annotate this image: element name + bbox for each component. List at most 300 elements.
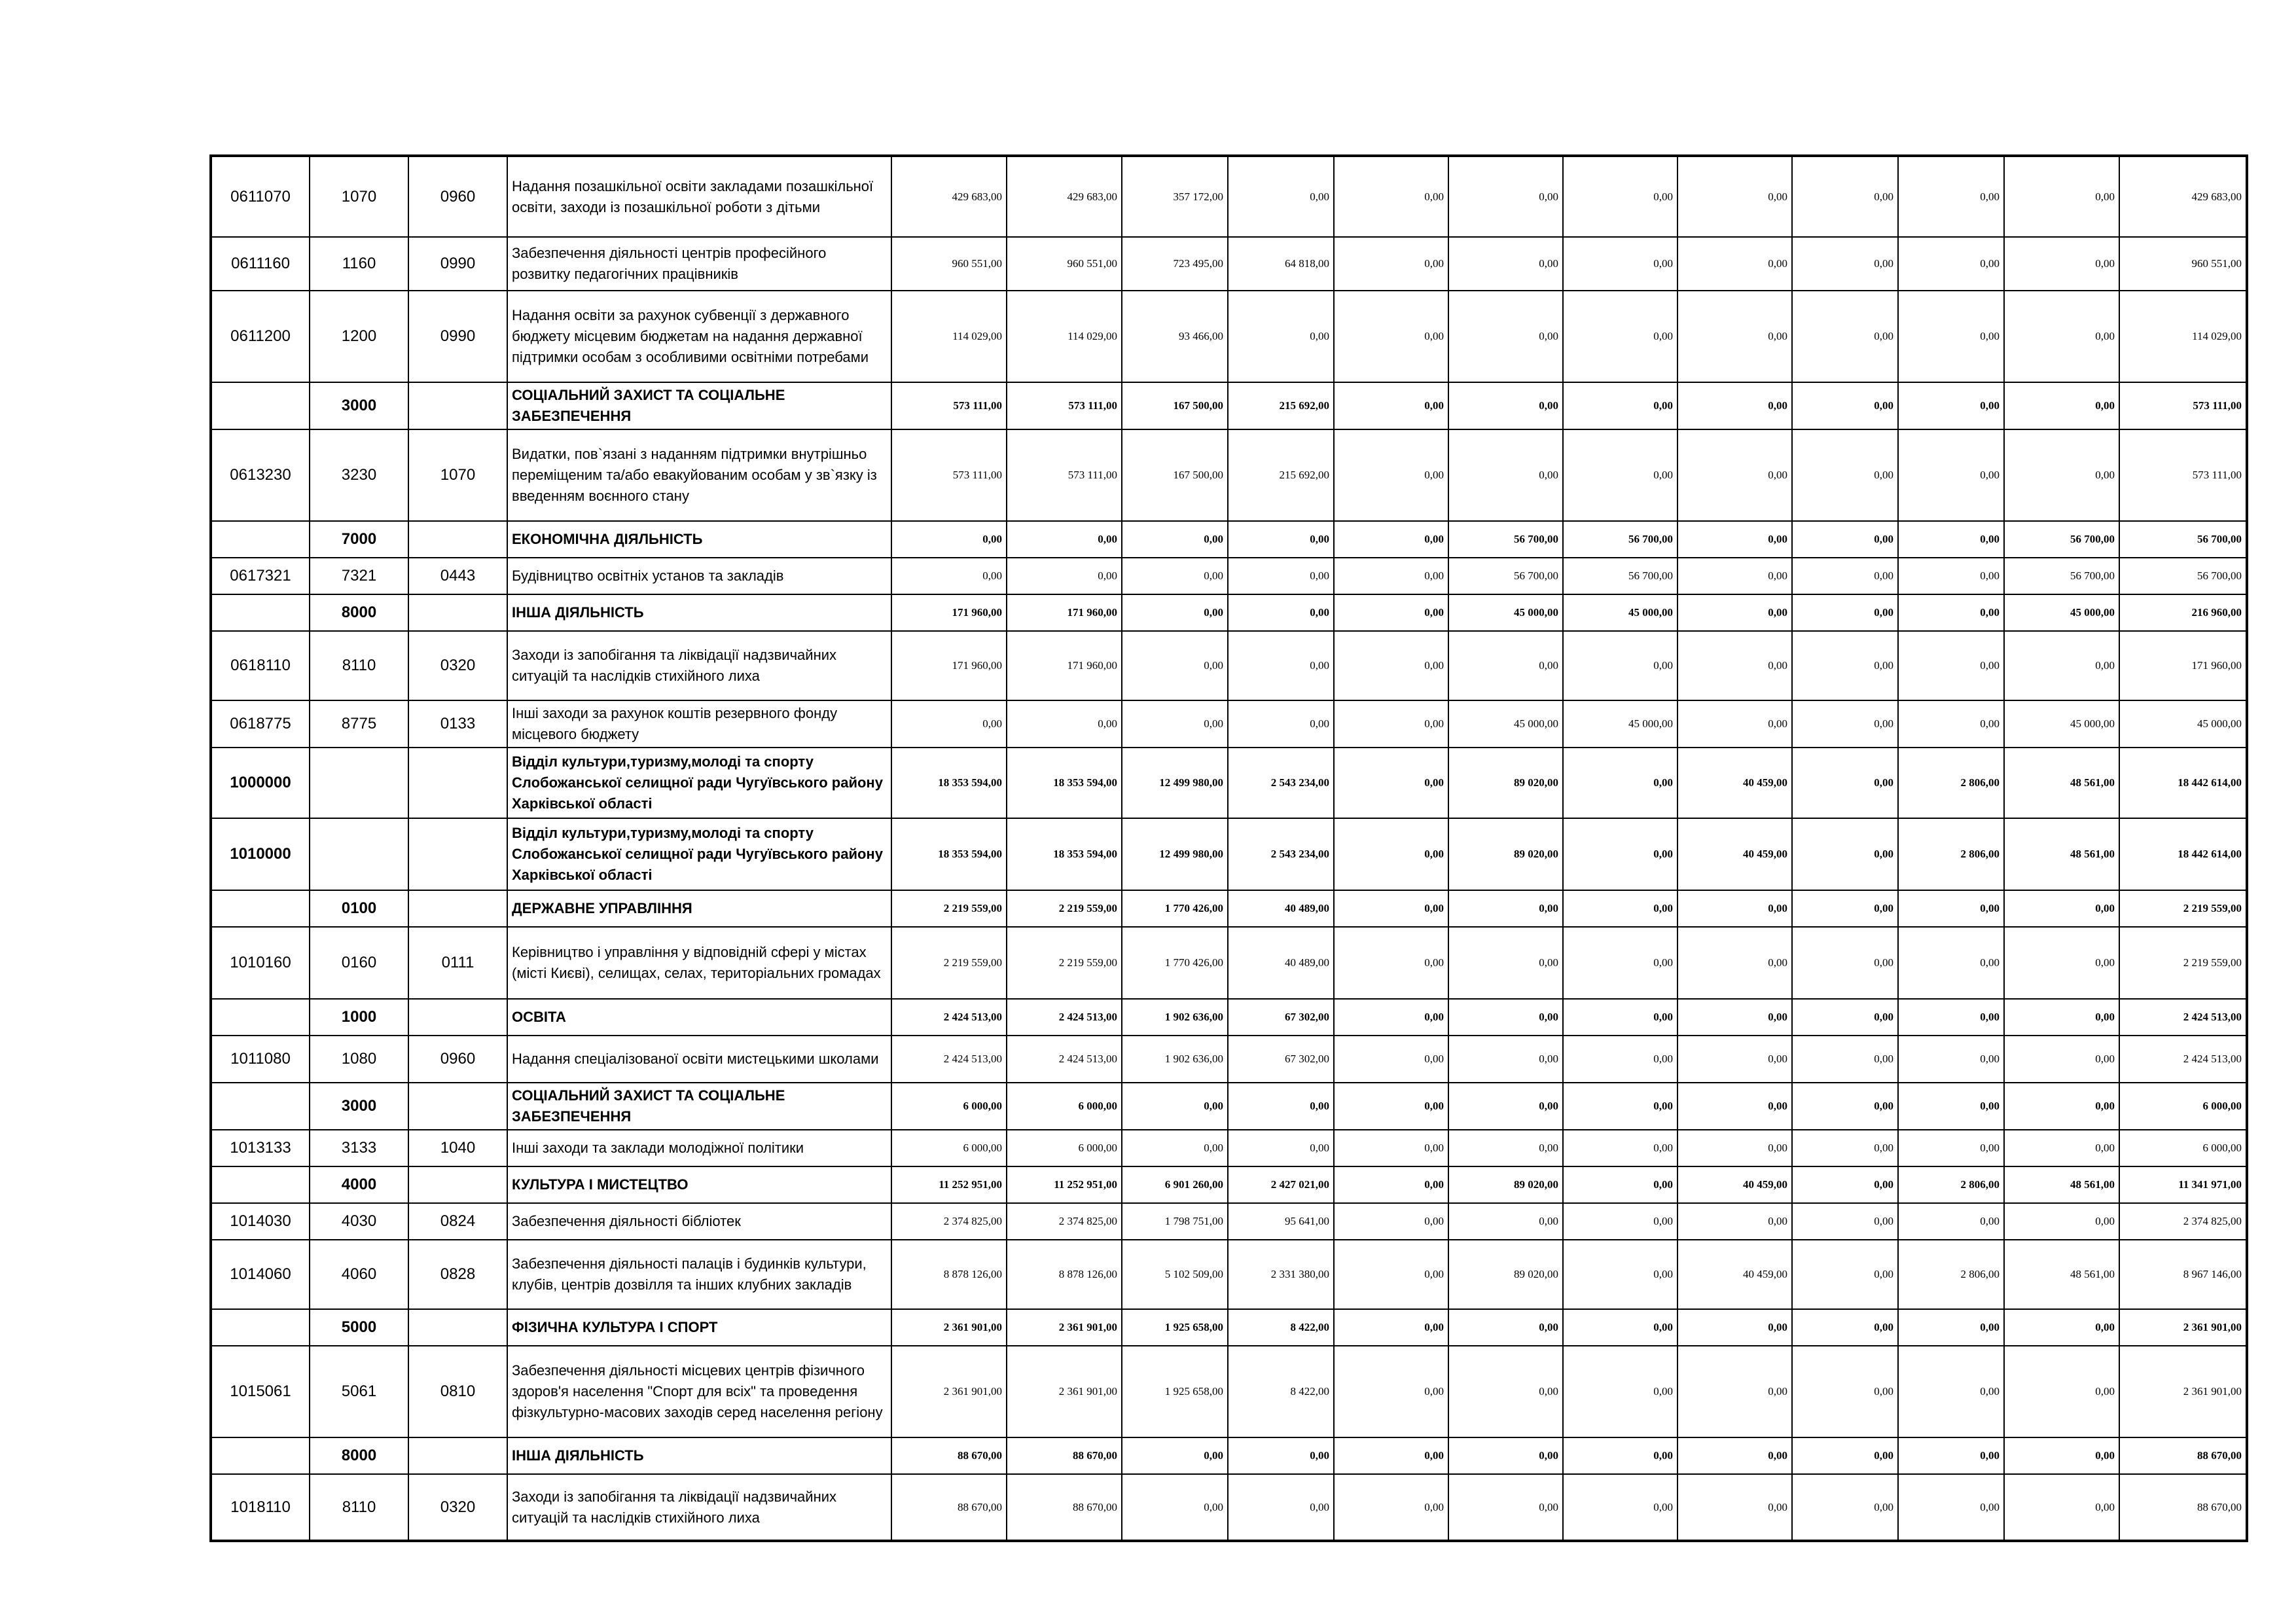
amount-cell: 40 489,00: [1228, 927, 1334, 999]
amount-cell: 45 000,00: [2119, 700, 2247, 748]
kpk-code-cell: 1080: [310, 1036, 408, 1083]
amount-cell: 45 000,00: [1448, 594, 1563, 631]
amount-cell: 0,00: [1448, 156, 1563, 237]
amount-cell: 0,00: [2004, 631, 2119, 700]
name-cell: Відділ культури,туризму,молоді та спорту Слобожанської селищної ради Чугуївського району Харківської області: [507, 818, 891, 890]
amount-cell: 1 770 426,00: [1122, 890, 1228, 927]
program-code-cell: 0611200: [211, 291, 310, 382]
amount-cell: 0,00: [891, 521, 1007, 558]
amount-cell: 0,00: [1898, 429, 2004, 521]
name-cell: Інші заходи за рахунок коштів резервного фонду місцевого бюджету: [507, 700, 891, 748]
amount-cell: 0,00: [1677, 429, 1792, 521]
amount-cell: 1 925 658,00: [1122, 1309, 1228, 1346]
amount-cell: 2 424 513,00: [891, 1036, 1007, 1083]
amount-cell: 89 020,00: [1448, 818, 1563, 890]
name-cell: Надання позашкільної освіти закладами позашкільної освіти, заходи із позашкільної роботи з дітьми: [507, 156, 891, 237]
amount-cell: 0,00: [1792, 429, 1898, 521]
amount-cell: 0,00: [1563, 156, 1677, 237]
program-code-cell: 1015061: [211, 1346, 310, 1437]
amount-cell: 0,00: [1898, 156, 2004, 237]
function-code-cell: 0960: [408, 156, 507, 237]
amount-cell: 0,00: [1677, 237, 1792, 291]
table-row-section: [211, 1083, 2247, 1130]
program-code-cell: [211, 1437, 310, 1474]
amount-cell: 216 960,00: [2119, 594, 2247, 631]
amount-cell: 0,00: [1563, 1166, 1677, 1203]
table-row: [211, 558, 2247, 594]
amount-cell: 0,00: [1448, 1346, 1563, 1437]
amount-cell: 88 670,00: [891, 1474, 1007, 1541]
amount-cell: 0,00: [1448, 1083, 1563, 1130]
name-cell: ІНША ДІЯЛЬНІСТЬ: [507, 1437, 891, 1474]
amount-cell: 0,00: [1898, 1309, 2004, 1346]
amount-cell: 0,00: [2004, 1203, 2119, 1240]
amount-cell: 2 361 901,00: [891, 1309, 1007, 1346]
kpk-code-cell: 1160: [310, 237, 408, 291]
program-code-cell: 0613230: [211, 429, 310, 521]
amount-cell: 0,00: [1677, 1437, 1792, 1474]
function-code-cell: 0320: [408, 631, 507, 700]
amount-cell: 0,00: [1792, 700, 1898, 748]
program-code-cell: 1014030: [211, 1203, 310, 1240]
amount-cell: 0,00: [1334, 156, 1448, 237]
amount-cell: 573 111,00: [2119, 429, 2247, 521]
table-row: [211, 631, 2247, 700]
amount-cell: 0,00: [1334, 558, 1448, 594]
program-code-cell: [211, 1166, 310, 1203]
amount-cell: 45 000,00: [1563, 594, 1677, 631]
amount-cell: 18 442 614,00: [2119, 748, 2247, 818]
amount-cell: 1 770 426,00: [1122, 927, 1228, 999]
amount-cell: 0,00: [1334, 999, 1448, 1036]
amount-cell: 0,00: [1563, 999, 1677, 1036]
amount-cell: 0,00: [1122, 1130, 1228, 1166]
name-cell: СОЦІАЛЬНИЙ ЗАХИСТ ТА СОЦІАЛЬНЕ ЗАБЕЗПЕЧЕННЯ: [507, 1083, 891, 1130]
amount-cell: 0,00: [1563, 1474, 1677, 1541]
amount-cell: 56 700,00: [1563, 521, 1677, 558]
amount-cell: 0,00: [1792, 748, 1898, 818]
program-code-cell: 1014060: [211, 1240, 310, 1309]
amount-cell: 8 878 126,00: [891, 1240, 1007, 1309]
amount-cell: 0,00: [1898, 999, 2004, 1036]
amount-cell: 0,00: [1898, 631, 2004, 700]
amount-cell: 56 700,00: [2119, 521, 2247, 558]
program-code-cell: 0618110: [211, 631, 310, 700]
amount-cell: 0,00: [1228, 1130, 1334, 1166]
amount-cell: 0,00: [1448, 1203, 1563, 1240]
amount-cell: 0,00: [1563, 1240, 1677, 1309]
amount-cell: 0,00: [1122, 594, 1228, 631]
kpk-code-cell: 4030: [310, 1203, 408, 1240]
amount-cell: 2 424 513,00: [2119, 1036, 2247, 1083]
amount-cell: 0,00: [1448, 1130, 1563, 1166]
table-row: [211, 237, 2247, 291]
amount-cell: 89 020,00: [1448, 748, 1563, 818]
amount-cell: 2 361 901,00: [1007, 1346, 1122, 1437]
function-code-cell: 0443: [408, 558, 507, 594]
kpk-code-cell: 3230: [310, 429, 408, 521]
amount-cell: 40 459,00: [1677, 748, 1792, 818]
amount-cell: 0,00: [1677, 890, 1792, 927]
amount-cell: 0,00: [1792, 631, 1898, 700]
function-code-cell: [408, 748, 507, 818]
amount-cell: 0,00: [1122, 1437, 1228, 1474]
amount-cell: 0,00: [2004, 237, 2119, 291]
amount-cell: 0,00: [1448, 631, 1563, 700]
kpk-code-cell: 8110: [310, 1474, 408, 1541]
amount-cell: 0,00: [1334, 1203, 1448, 1240]
amount-cell: 2 219 559,00: [2119, 927, 2247, 999]
amount-cell: 0,00: [1898, 382, 2004, 429]
amount-cell: 960 551,00: [891, 237, 1007, 291]
amount-cell: 88 670,00: [2119, 1437, 2247, 1474]
table-row: [211, 291, 2247, 382]
amount-cell: 0,00: [2004, 156, 2119, 237]
amount-cell: 2 219 559,00: [891, 927, 1007, 999]
amount-cell: 0,00: [1334, 1083, 1448, 1130]
amount-cell: 429 683,00: [2119, 156, 2247, 237]
amount-cell: 573 111,00: [1007, 382, 1122, 429]
amount-cell: 0,00: [1563, 1130, 1677, 1166]
amount-cell: 171 960,00: [891, 594, 1007, 631]
kpk-code-cell: 3133: [310, 1130, 408, 1166]
amount-cell: 0,00: [1792, 382, 1898, 429]
amount-cell: 2 374 825,00: [2119, 1203, 2247, 1240]
program-code-cell: [211, 1083, 310, 1130]
program-code-cell: [211, 890, 310, 927]
amount-cell: 0,00: [1898, 1346, 2004, 1437]
function-code-cell: 0828: [408, 1240, 507, 1309]
amount-cell: 0,00: [1334, 700, 1448, 748]
amount-cell: 0,00: [2004, 382, 2119, 429]
amount-cell: 0,00: [1563, 1346, 1677, 1437]
amount-cell: 429 683,00: [1007, 156, 1122, 237]
function-code-cell: [408, 1437, 507, 1474]
amount-cell: 0,00: [1448, 291, 1563, 382]
amount-cell: 2 219 559,00: [891, 890, 1007, 927]
amount-cell: 45 000,00: [1448, 700, 1563, 748]
amount-cell: 40 489,00: [1228, 890, 1334, 927]
amount-cell: 0,00: [1677, 382, 1792, 429]
amount-cell: 18 353 594,00: [1007, 818, 1122, 890]
amount-cell: 2 424 513,00: [891, 999, 1007, 1036]
function-code-cell: 0824: [408, 1203, 507, 1240]
name-cell: Будівництво освітніх установ та закладів: [507, 558, 891, 594]
amount-cell: 960 551,00: [1007, 237, 1122, 291]
amount-cell: 0,00: [1334, 382, 1448, 429]
amount-cell: 357 172,00: [1122, 156, 1228, 237]
amount-cell: 2 806,00: [1898, 818, 2004, 890]
amount-cell: 0,00: [1677, 558, 1792, 594]
amount-cell: 0,00: [1563, 382, 1677, 429]
amount-cell: 0,00: [1563, 291, 1677, 382]
name-cell: ЕКОНОМІЧНА ДІЯЛЬНІСТЬ: [507, 521, 891, 558]
function-code-cell: [408, 1166, 507, 1203]
amount-cell: 0,00: [1898, 700, 2004, 748]
program-code-cell: [211, 382, 310, 429]
amount-cell: 0,00: [1792, 1166, 1898, 1203]
program-code-cell: 0611070: [211, 156, 310, 237]
amount-cell: 0,00: [1334, 748, 1448, 818]
amount-cell: 0,00: [1563, 1083, 1677, 1130]
amount-cell: 11 341 971,00: [2119, 1166, 2247, 1203]
name-cell: Відділ культури,туризму,молоді та спорту Слобожанської селищної ради Чугуївського району Харківської області: [507, 748, 891, 818]
amount-cell: 0,00: [1228, 291, 1334, 382]
amount-cell: 0,00: [1334, 818, 1448, 890]
amount-cell: 2 374 825,00: [891, 1203, 1007, 1240]
amount-cell: 56 700,00: [1448, 558, 1563, 594]
amount-cell: 2 427 021,00: [1228, 1166, 1334, 1203]
amount-cell: 0,00: [1448, 382, 1563, 429]
amount-cell: 67 302,00: [1228, 999, 1334, 1036]
amount-cell: 6 000,00: [2119, 1083, 2247, 1130]
amount-cell: 0,00: [1792, 1346, 1898, 1437]
amount-cell: 0,00: [1334, 291, 1448, 382]
amount-cell: 0,00: [1448, 1036, 1563, 1083]
amount-cell: 0,00: [1792, 291, 1898, 382]
amount-cell: 573 111,00: [891, 429, 1007, 521]
amount-cell: 5 102 509,00: [1122, 1240, 1228, 1309]
amount-cell: 67 302,00: [1228, 1036, 1334, 1083]
name-cell: ФІЗИЧНА КУЛЬТУРА І СПОРТ: [507, 1309, 891, 1346]
amount-cell: 0,00: [1677, 1083, 1792, 1130]
table-row: [211, 1036, 2247, 1083]
amount-cell: 171 960,00: [1007, 594, 1122, 631]
amount-cell: 6 901 260,00: [1122, 1166, 1228, 1203]
amount-cell: 0,00: [2004, 1346, 2119, 1437]
kpk-code-cell: 7000: [310, 521, 408, 558]
kpk-code-cell: 8000: [310, 594, 408, 631]
kpk-code-cell: 1200: [310, 291, 408, 382]
amount-cell: 960 551,00: [2119, 237, 2247, 291]
kpk-code-cell: 3000: [310, 1083, 408, 1130]
table-row: [211, 1346, 2247, 1437]
amount-cell: 2 424 513,00: [1007, 999, 1122, 1036]
amount-cell: 18 442 614,00: [2119, 818, 2247, 890]
kpk-code-cell: 8110: [310, 631, 408, 700]
amount-cell: 2 543 234,00: [1228, 748, 1334, 818]
amount-cell: 11 252 951,00: [1007, 1166, 1122, 1203]
amount-cell: 0,00: [2004, 999, 2119, 1036]
table-row: [211, 927, 2247, 999]
function-code-cell: [408, 382, 507, 429]
amount-cell: 89 020,00: [1448, 1240, 1563, 1309]
amount-cell: 8 422,00: [1228, 1346, 1334, 1437]
amount-cell: 0,00: [1898, 890, 2004, 927]
name-cell: Забезпечення діяльності бібліотек: [507, 1203, 891, 1240]
amount-cell: 95 641,00: [1228, 1203, 1334, 1240]
function-code-cell: 0111: [408, 927, 507, 999]
amount-cell: 18 353 594,00: [891, 818, 1007, 890]
amount-cell: 0,00: [1334, 1437, 1448, 1474]
amount-cell: 0,00: [1792, 237, 1898, 291]
amount-cell: 167 500,00: [1122, 382, 1228, 429]
amount-cell: 0,00: [1898, 1083, 2004, 1130]
amount-cell: 0,00: [1677, 700, 1792, 748]
amount-cell: 18 353 594,00: [891, 748, 1007, 818]
amount-cell: 0,00: [1792, 156, 1898, 237]
amount-cell: 0,00: [1228, 631, 1334, 700]
table-row: [211, 1474, 2247, 1541]
amount-cell: 0,00: [2004, 1036, 2119, 1083]
amount-cell: 215 692,00: [1228, 382, 1334, 429]
amount-cell: 0,00: [1677, 291, 1792, 382]
program-code-cell: 1010000: [211, 818, 310, 890]
amount-cell: 0,00: [1334, 429, 1448, 521]
amount-cell: 0,00: [1792, 890, 1898, 927]
function-code-cell: [408, 1309, 507, 1346]
program-code-cell: [211, 521, 310, 558]
amount-cell: 1 798 751,00: [1122, 1203, 1228, 1240]
kpk-code-cell: 4000: [310, 1166, 408, 1203]
amount-cell: 0,00: [1334, 237, 1448, 291]
table-row: [211, 700, 2247, 748]
amount-cell: 0,00: [1677, 1346, 1792, 1437]
amount-cell: 0,00: [1448, 1474, 1563, 1541]
amount-cell: 0,00: [2004, 1474, 2119, 1541]
amount-cell: 0,00: [1007, 521, 1122, 558]
amount-cell: 2 424 513,00: [1007, 1036, 1122, 1083]
amount-cell: 0,00: [1563, 1437, 1677, 1474]
amount-cell: 56 700,00: [1563, 558, 1677, 594]
amount-cell: 0,00: [1792, 1036, 1898, 1083]
name-cell: Надання спеціалізованої освіти мистецькими школами: [507, 1036, 891, 1083]
amount-cell: 8 967 146,00: [2119, 1240, 2247, 1309]
amount-cell: 2 806,00: [1898, 1166, 2004, 1203]
amount-cell: 0,00: [2004, 1309, 2119, 1346]
table-row-section: [211, 382, 2247, 429]
amount-cell: 2 219 559,00: [2119, 890, 2247, 927]
amount-cell: 89 020,00: [1448, 1166, 1563, 1203]
function-code-cell: 1040: [408, 1130, 507, 1166]
amount-cell: 88 670,00: [1007, 1437, 1122, 1474]
table-row-section: [211, 748, 2247, 818]
amount-cell: 2 543 234,00: [1228, 818, 1334, 890]
program-code-cell: 0618775: [211, 700, 310, 748]
amount-cell: 0,00: [1677, 927, 1792, 999]
amount-cell: 0,00: [891, 558, 1007, 594]
amount-cell: 0,00: [1334, 1346, 1448, 1437]
amount-cell: 0,00: [1448, 927, 1563, 999]
amount-cell: 0,00: [1563, 429, 1677, 521]
program-code-cell: 0617321: [211, 558, 310, 594]
program-code-cell: [211, 594, 310, 631]
function-code-cell: 0133: [408, 700, 507, 748]
amount-cell: 0,00: [1898, 558, 2004, 594]
amount-cell: 0,00: [1334, 1166, 1448, 1203]
amount-cell: 0,00: [1898, 594, 2004, 631]
amount-cell: 6 000,00: [1007, 1083, 1122, 1130]
amount-cell: 0,00: [1898, 1437, 2004, 1474]
amount-cell: 0,00: [2004, 291, 2119, 382]
amount-cell: 0,00: [1792, 818, 1898, 890]
amount-cell: 0,00: [1898, 521, 2004, 558]
amount-cell: 56 700,00: [1448, 521, 1563, 558]
amount-cell: 0,00: [1228, 700, 1334, 748]
amount-cell: 0,00: [1334, 1130, 1448, 1166]
amount-cell: 88 670,00: [891, 1437, 1007, 1474]
amount-cell: 171 960,00: [2119, 631, 2247, 700]
amount-cell: 0,00: [2004, 927, 2119, 999]
kpk-code-cell: 0160: [310, 927, 408, 999]
amount-cell: 0,00: [1677, 1474, 1792, 1541]
amount-cell: 2 806,00: [1898, 1240, 2004, 1309]
amount-cell: 18 353 594,00: [1007, 748, 1122, 818]
table-row-section: [211, 1166, 2247, 1203]
amount-cell: 171 960,00: [891, 631, 1007, 700]
table-row-section: [211, 1437, 2247, 1474]
amount-cell: 0,00: [1334, 631, 1448, 700]
amount-cell: 0,00: [1448, 237, 1563, 291]
name-cell: Забезпечення діяльності палаців і будинків культури, клубів, центрів дозвілля та інших клубних закладів: [507, 1240, 891, 1309]
amount-cell: 0,00: [1334, 1309, 1448, 1346]
table-row-section: [211, 999, 2247, 1036]
function-code-cell: [408, 890, 507, 927]
amount-cell: 2 361 901,00: [2119, 1346, 2247, 1437]
amount-cell: 48 561,00: [2004, 1166, 2119, 1203]
amount-cell: 0,00: [1792, 1240, 1898, 1309]
table-row-section: [211, 594, 2247, 631]
function-code-cell: [408, 999, 507, 1036]
amount-cell: 0,00: [1898, 927, 2004, 999]
kpk-code-cell: 5061: [310, 1346, 408, 1437]
amount-cell: 11 252 951,00: [891, 1166, 1007, 1203]
amount-cell: 2 361 901,00: [1007, 1309, 1122, 1346]
amount-cell: 114 029,00: [1007, 291, 1122, 382]
program-code-cell: 1000000: [211, 748, 310, 818]
name-cell: СОЦІАЛЬНИЙ ЗАХИСТ ТА СОЦІАЛЬНЕ ЗАБЕЗПЕЧЕННЯ: [507, 382, 891, 429]
amount-cell: 0,00: [1122, 521, 1228, 558]
amount-cell: 0,00: [1792, 594, 1898, 631]
amount-cell: 0,00: [1122, 631, 1228, 700]
name-cell: ОСВІТА: [507, 999, 891, 1036]
amount-cell: 167 500,00: [1122, 429, 1228, 521]
amount-cell: 0,00: [1563, 1203, 1677, 1240]
program-code-cell: [211, 1309, 310, 1346]
amount-cell: 2 219 559,00: [1007, 890, 1122, 927]
amount-cell: 573 111,00: [2119, 382, 2247, 429]
amount-cell: 0,00: [1007, 558, 1122, 594]
amount-cell: 0,00: [891, 700, 1007, 748]
function-code-cell: [408, 818, 507, 890]
program-code-cell: 1011080: [211, 1036, 310, 1083]
kpk-code-cell: 8775: [310, 700, 408, 748]
amount-cell: 0,00: [1792, 1130, 1898, 1166]
amount-cell: 48 561,00: [2004, 1240, 2119, 1309]
name-cell: Заходи із запобігання та ліквідації надзвичайних ситуацій та наслідків стихійного лиха: [507, 1474, 891, 1541]
kpk-code-cell: 1070: [310, 156, 408, 237]
table-row-section: [211, 1309, 2247, 1346]
amount-cell: 93 466,00: [1122, 291, 1228, 382]
amount-cell: 0,00: [1677, 631, 1792, 700]
amount-cell: 0,00: [2004, 1130, 2119, 1166]
amount-cell: 0,00: [1898, 1036, 2004, 1083]
amount-cell: 1 902 636,00: [1122, 1036, 1228, 1083]
name-cell: Забезпечення діяльності центрів професійного розвитку педагогічних працівників: [507, 237, 891, 291]
amount-cell: 6 000,00: [2119, 1130, 2247, 1166]
amount-cell: 723 495,00: [1122, 237, 1228, 291]
function-code-cell: [408, 594, 507, 631]
amount-cell: 2 361 901,00: [891, 1346, 1007, 1437]
function-code-cell: 0990: [408, 291, 507, 382]
name-cell: КУЛЬТУРА І МИСТЕЦТВО: [507, 1166, 891, 1203]
amount-cell: 0,00: [1563, 890, 1677, 927]
name-cell: Керівництво і управління у відповідній сфері у містах (місті Києві), селищах, селах, територіальних громадах: [507, 927, 891, 999]
name-cell: ІНША ДІЯЛЬНІСТЬ: [507, 594, 891, 631]
amount-cell: 45 000,00: [2004, 700, 2119, 748]
amount-cell: 48 561,00: [2004, 748, 2119, 818]
function-code-cell: 0960: [408, 1036, 507, 1083]
